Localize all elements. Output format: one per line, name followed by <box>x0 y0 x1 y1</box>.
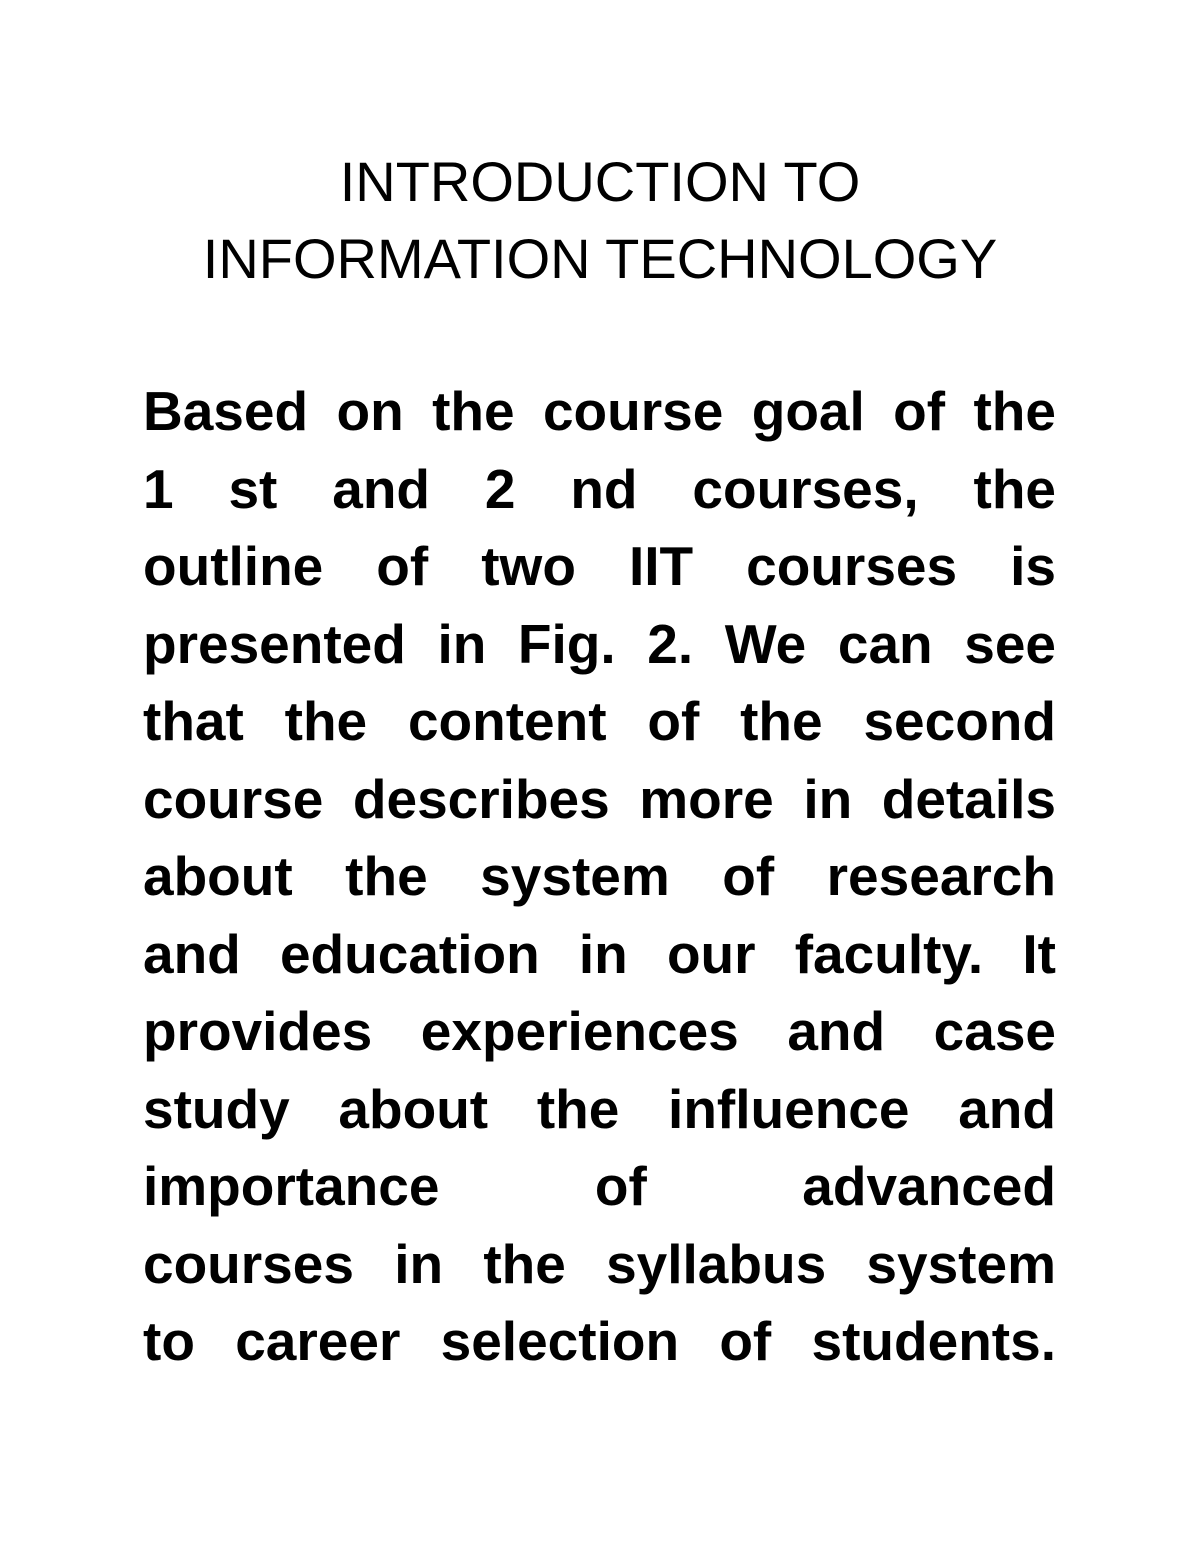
paragraph-line: course describes more in details <box>143 767 1056 830</box>
page-title <box>0 143 1200 297</box>
paragraph-line: 1 st and 2 nd courses, the <box>143 457 1056 520</box>
title-line: INFORMATION TECHNOLOGY <box>202 227 998 290</box>
title-line: INTRODUCTION TO <box>339 150 861 213</box>
paragraph-line: and education in our faculty. It <box>143 922 1056 985</box>
paragraph-line: about the system of research <box>143 845 1056 907</box>
paragraph-line: courses in the syllabus system <box>143 1232 1056 1295</box>
paragraph-line: to career selection of students. <box>143 1310 1056 1372</box>
body-paragraph <box>143 373 1056 1381</box>
paragraph-line: provides experiences and case <box>143 1000 1056 1062</box>
paragraph-line: that the content of the second <box>143 690 1056 752</box>
paragraph-line: importance of advanced <box>143 1155 1056 1217</box>
paragraph-line: presented in Fig. 2. We can see <box>143 612 1056 675</box>
paragraph-line: study about the influence and <box>143 1077 1056 1140</box>
paragraph-line: Based on the course goal of the <box>143 380 1056 442</box>
paragraph-line: outline of two IIT courses is <box>143 535 1056 597</box>
